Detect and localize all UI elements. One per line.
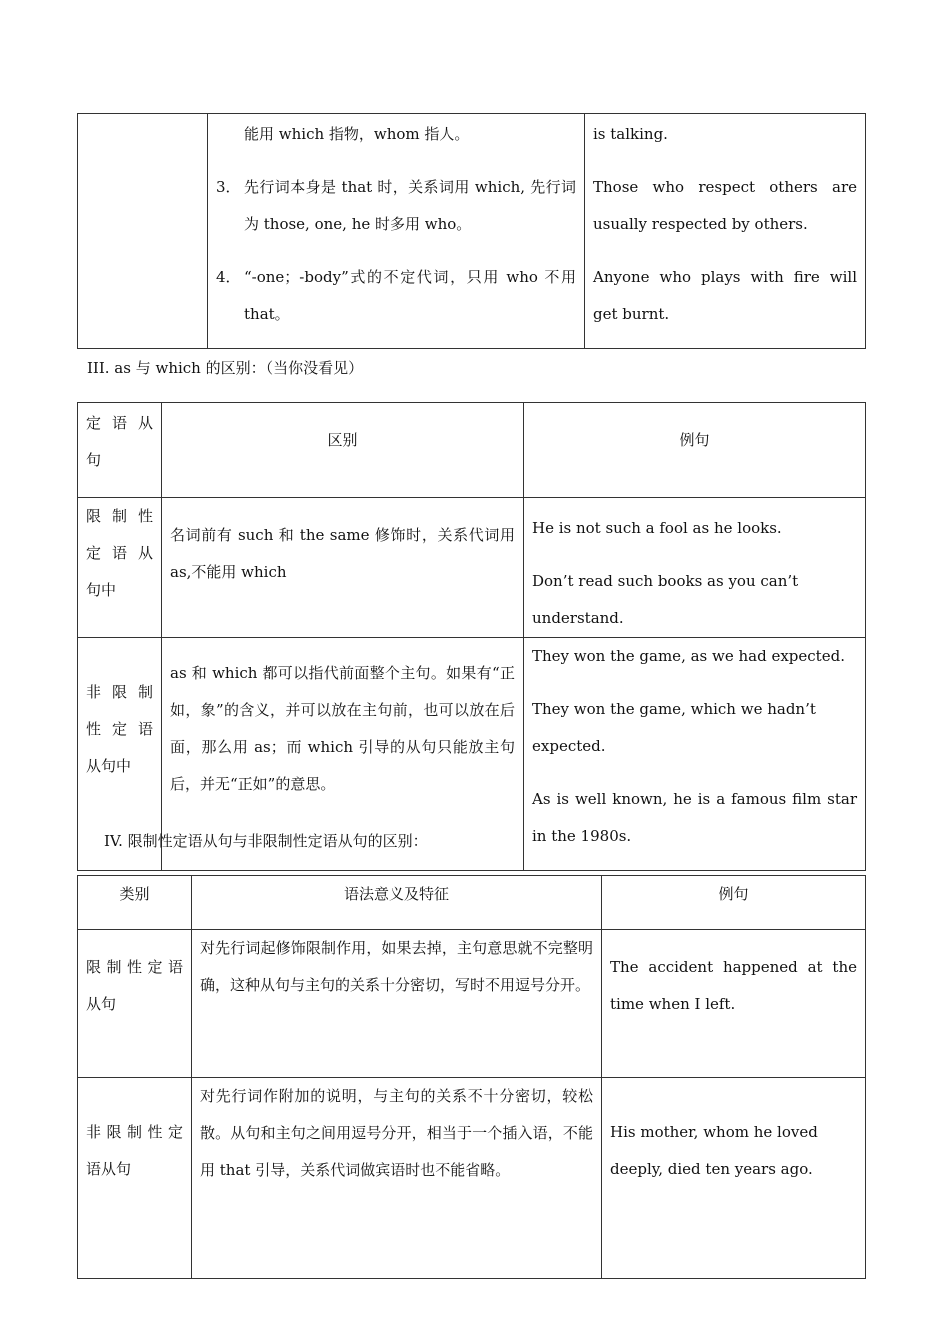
list-item — [216, 259, 576, 333]
table-header-row — [78, 403, 866, 498]
column-header: 例句 — [602, 876, 866, 930]
row-examples — [524, 498, 866, 638]
example-sentence: They won the game, as we had expected. — [532, 647, 845, 665]
rules-cell — [208, 114, 585, 349]
example-sentence: Anyone who plays with fire will get burnt. — [593, 268, 857, 323]
table-header-row — [78, 876, 866, 930]
column-header: 区别 — [162, 403, 524, 498]
row-example: His mother, whom he loved deeply, died ten years ago. — [602, 1078, 866, 1279]
example-sentence: As is well known, he is a famous film star in the 1980s. — [532, 790, 857, 845]
examples-cell — [585, 114, 866, 349]
section-heading-iii: III. as 与 which 的区别：（当你没看见） — [87, 359, 364, 377]
column-header: 类别 — [78, 876, 192, 930]
list-item — [216, 169, 576, 243]
column-header: 定 语 从句 — [78, 403, 162, 498]
table-row — [78, 498, 866, 638]
example-sentence: is talking. — [593, 125, 668, 143]
row-category: 非 限 制 性 定 语 从句中 — [78, 638, 162, 871]
table-row — [78, 930, 866, 1078]
column-header: 例句 — [524, 403, 866, 498]
section-heading-iv: IV. 限制性定语从句与非限制性定语从句的区别： — [104, 832, 428, 850]
row-category: 非 限 制 性 定 语从句 — [78, 1078, 192, 1279]
list-item — [216, 116, 576, 153]
restrictive-table — [77, 875, 866, 1279]
example-sentence: He is not such a fool as he looks. — [532, 519, 782, 537]
row-rule: 对先行词作附加的说明，与主句的关系不十分密切，较松散。从句和主句之间用逗号分开，相当于一个插入语，不能用 that 引导，关系代词做宾语时也不能省略。 — [192, 1078, 602, 1279]
row-category: 限 制 性 定 语 从句 — [78, 930, 192, 1078]
continued-table — [77, 113, 866, 349]
table-row — [78, 114, 866, 349]
list-text: 能用 which 指物，whom 指人。 — [244, 125, 470, 143]
row-rule: as 和 which 都可以指代前面整个主句。如果有“正如，象”的含义，并可以放在主句前，也可以放在后面，那么用 as；而 which 引导的从句只能放主句后，并无“正如”的意思。 — [162, 638, 524, 871]
list-number: 4． — [216, 268, 241, 286]
row-rule: 名词前有 such 和 the same 修饰时，关系代词用 as,不能用 which — [162, 498, 524, 638]
empty-category-cell — [78, 114, 208, 349]
example-sentence: They won the game, which we hadn’t expected. — [532, 700, 816, 755]
list-text: 先行词本身是 that 时，关系词用 which, 先行词为 those, one, he 时多用 who。 — [244, 178, 576, 233]
table-row — [78, 1078, 866, 1279]
list-text: “-one；-body”式的不定代词，只用 who 不用 that。 — [244, 268, 576, 323]
row-examples — [524, 638, 866, 871]
list-number: 3． — [216, 178, 241, 196]
column-header: 语法意义及特征 — [192, 876, 602, 930]
list-number — [216, 116, 244, 153]
as-which-table — [77, 402, 866, 871]
row-category: 限 制 性 定 语 从 句中 — [78, 498, 162, 638]
example-sentence: Don’t read such books as you can’t understand. — [532, 572, 799, 627]
example-sentence: Those who respect others are usually respected by others. — [593, 178, 857, 233]
row-example: The accident happened at the time when I left. — [602, 930, 866, 1078]
row-rule: 对先行词起修饰限制作用，如果去掉，主句意思就不完整明确，这种从句与主句的关系十分密切，写时不用逗号分开。 — [192, 930, 602, 1078]
